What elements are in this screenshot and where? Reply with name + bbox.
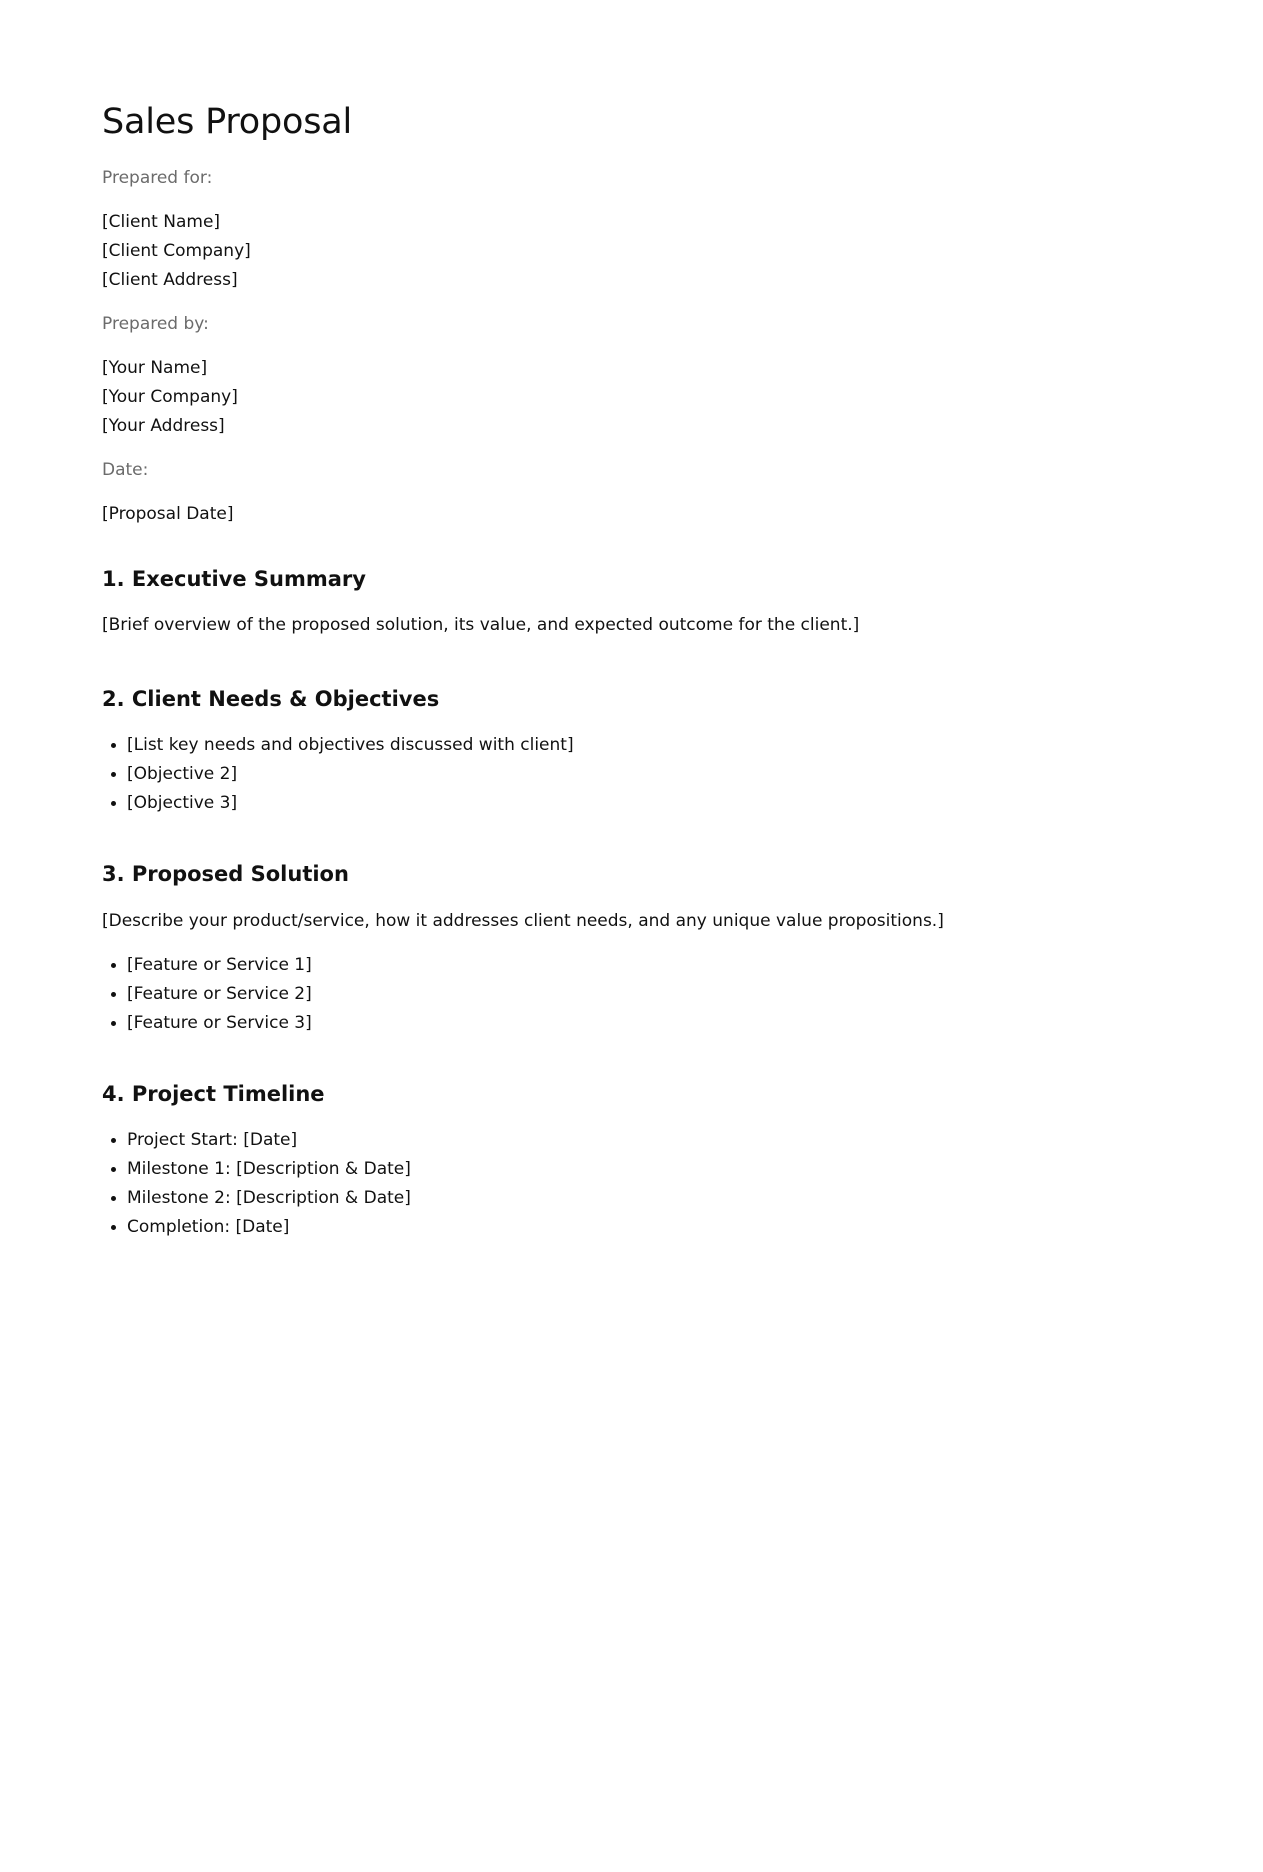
proposal-date: [Proposal Date] [102, 504, 234, 524]
section-heading: 2. Client Needs & Objectives [102, 687, 440, 711]
section-client-needs [102, 685, 1263, 818]
section-project-timeline [102, 1080, 1263, 1242]
list-item: • [List key needs and objectives discussed with client] [127, 731, 1263, 760]
prepared-for-label: Prepared for: [102, 168, 213, 188]
list-item: • Completion: [Date] [127, 1213, 1263, 1242]
client-address: [Client Address] [102, 270, 238, 290]
list-item: • Milestone 1: [Description & Date] [127, 1155, 1263, 1184]
list-item: • [Feature or Service 1] [127, 951, 1263, 980]
section-body: [Brief overview of the proposed solution, its value, and expected outcome for the client.] [102, 615, 860, 635]
client-name: [Client Name] [102, 212, 221, 232]
list-item: • Milestone 2: [Description & Date] [127, 1184, 1263, 1213]
section-heading: 3. Proposed Solution [102, 862, 349, 886]
bullet-list [102, 1126, 1263, 1242]
bullet-list [102, 951, 1263, 1038]
your-company: [Your Company] [102, 387, 238, 407]
list-item: • Project Start: [Date] [127, 1126, 1263, 1155]
your-name: [Your Name] [102, 358, 208, 378]
section-heading: 4. Project Timeline [102, 1082, 325, 1106]
bullet-list [102, 731, 1263, 818]
prepared-for-block [102, 208, 1263, 295]
list-item: • [Objective 3] [127, 789, 1263, 818]
date-label: Date: [102, 460, 149, 480]
page-title: Sales Proposal [102, 102, 353, 142]
section-body: [Describe your product/service, how it addresses client needs, and any unique value propositions.] [102, 911, 944, 931]
list-item: • [Objective 2] [127, 760, 1263, 789]
list-item: • [Feature or Service 3] [127, 1009, 1263, 1038]
list-item: • [Feature or Service 2] [127, 980, 1263, 1009]
client-company: [Client Company] [102, 241, 251, 261]
prepared-by-label: Prepared by: [102, 314, 209, 334]
date-block [102, 500, 1263, 529]
section-proposed-solution [102, 860, 1263, 1038]
prepared-by-block [102, 354, 1263, 441]
section-heading: 1. Executive Summary [102, 567, 366, 591]
your-address: [Your Address] [102, 416, 225, 436]
section-executive-summary [102, 565, 1263, 637]
